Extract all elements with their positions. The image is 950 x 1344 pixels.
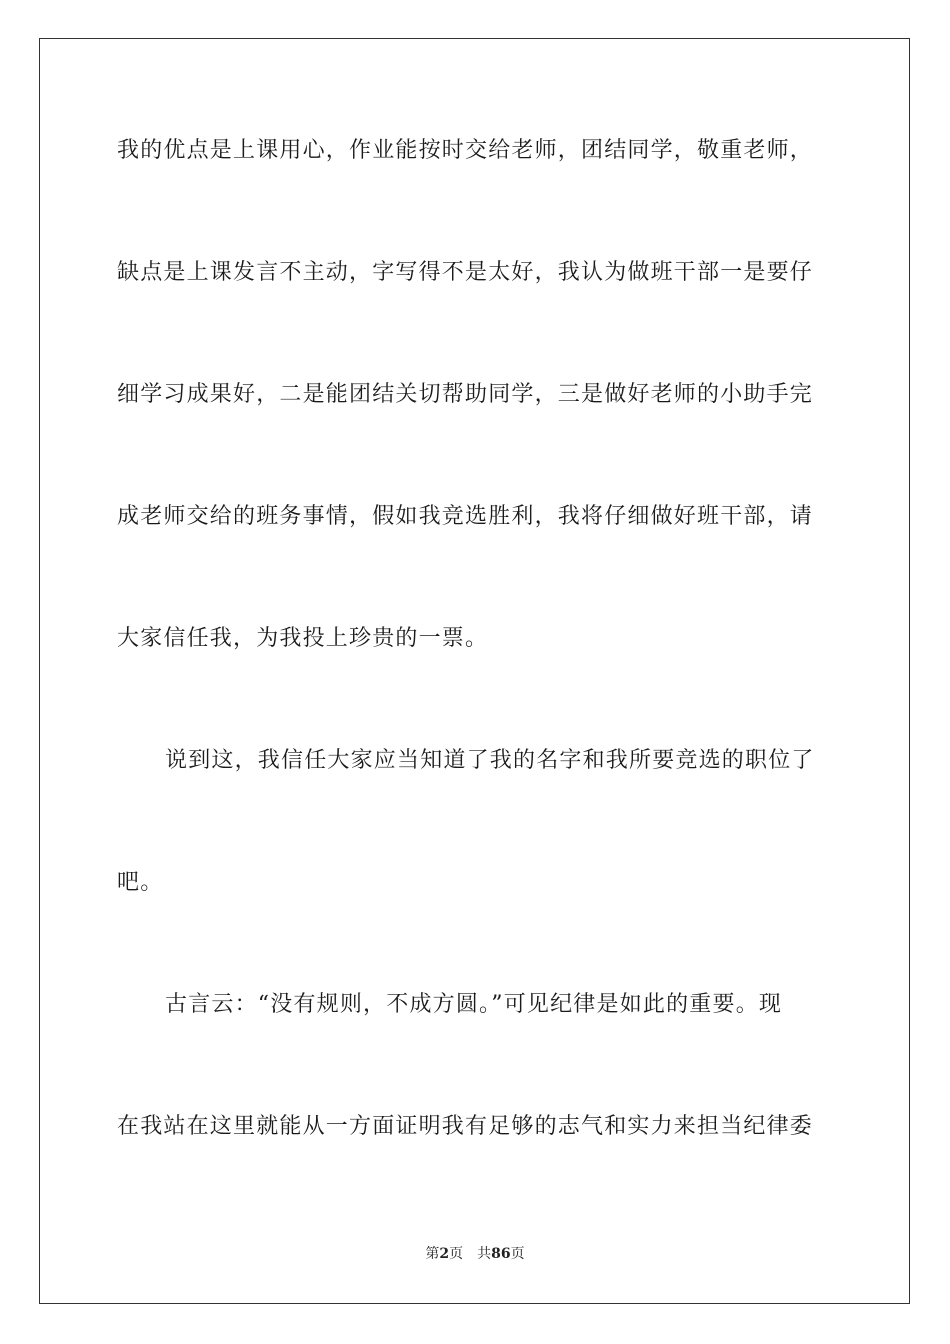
body-text-line: 我的优点是上课用心，作业能按时交给老师，团结同学，敬重老师， bbox=[117, 138, 814, 163]
body-text-line: 古言云：“没有规则，不成方圆。”可见纪律是如此的重要。现 bbox=[165, 992, 783, 1017]
page-footer bbox=[0, 1244, 950, 1264]
page-suffix: 页 bbox=[449, 1246, 464, 1262]
body-text-line: 成老师交给的班务事情，假如我竞选胜利，我将仔细做好班干部，请 bbox=[117, 504, 814, 529]
body-text-line: 说到这，我信任大家应当知道了我的名字和我所要竞选的职位了 bbox=[165, 748, 815, 773]
body-text-line: 缺点是上课发言不主动，字写得不是太好，我认为做班干部一是要仔 bbox=[117, 260, 814, 285]
body-text-line: 在我站在这里就能从一方面证明我有足够的志气和实力来担当纪律委 bbox=[117, 1114, 814, 1139]
page-prefix: 第 bbox=[425, 1246, 440, 1262]
total-suffix: 页 bbox=[510, 1246, 525, 1262]
body-text-line: 大家信任我，为我投上珍贵的一票。 bbox=[117, 626, 489, 651]
total-pages: 86 bbox=[491, 1246, 511, 1262]
body-text-line: 吧。 bbox=[117, 870, 164, 895]
body-text-line: 细学习成果好，二是能团结关切帮助同学，三是做好老师的小助手完 bbox=[117, 382, 814, 407]
page-number: 2 bbox=[439, 1246, 450, 1262]
total-prefix: 共 bbox=[477, 1246, 492, 1262]
